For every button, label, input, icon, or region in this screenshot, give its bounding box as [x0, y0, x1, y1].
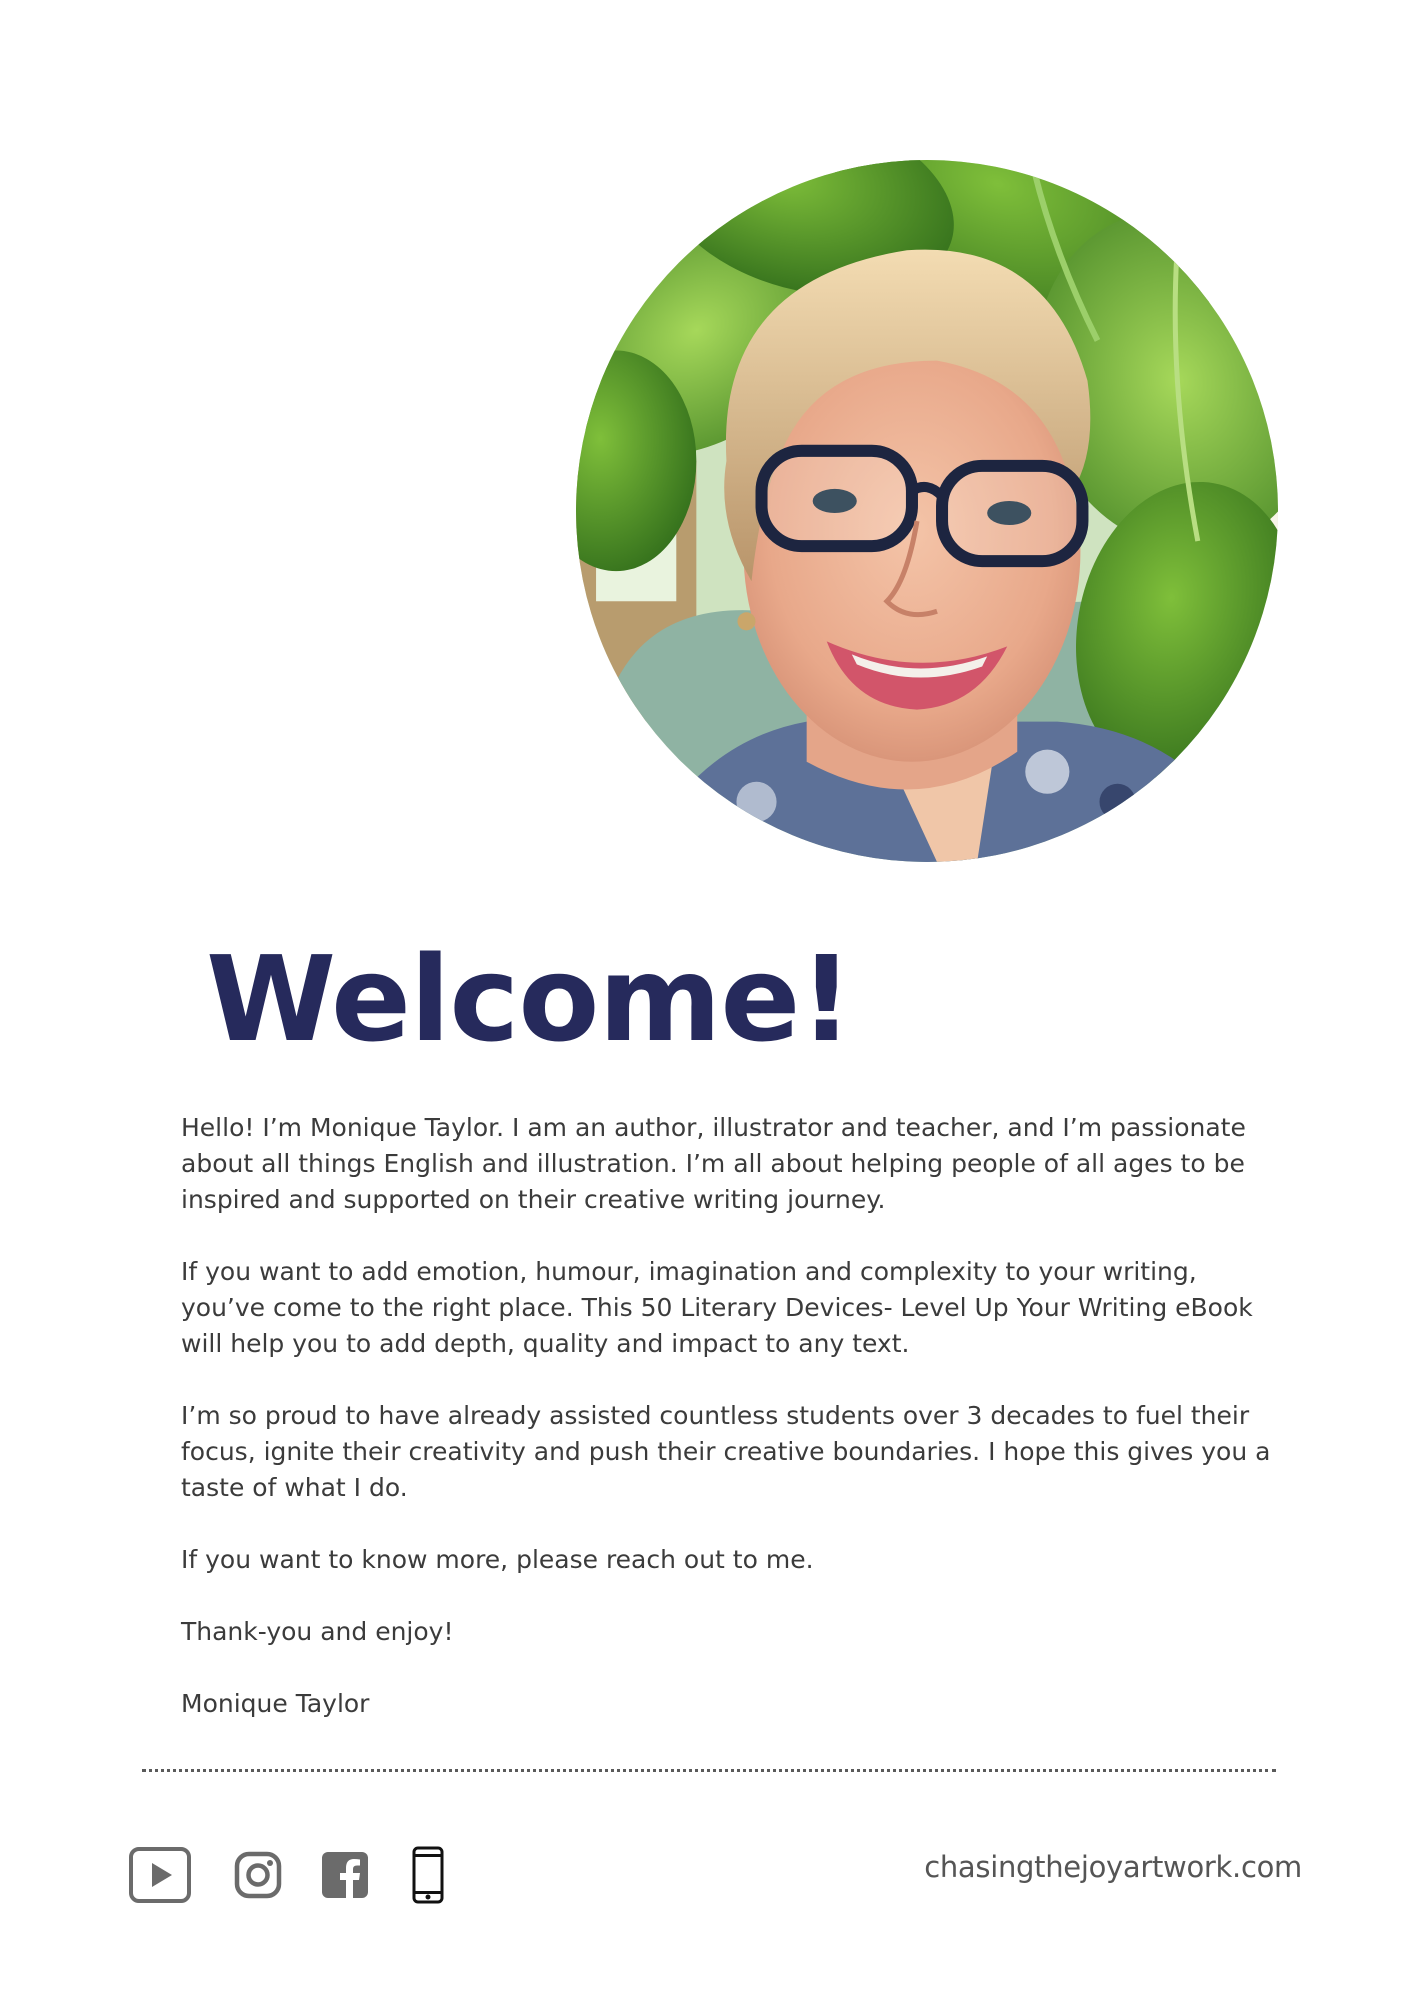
dotted-divider	[142, 1769, 1276, 1772]
social-links	[128, 1830, 444, 1920]
paragraph-contact: If you want to know more, please reach out to me.	[181, 1545, 814, 1574]
intro-text	[181, 1110, 1271, 1758]
phone-icon[interactable]	[412, 1846, 444, 1904]
paragraph-intro: Hello! I’m Monique Taylor. I am an author, illustrator and teacher, and I’m passionate about all things English and illustration. I’m all about helping people of all ages to be inspired and supported on their creative writing journey.	[181, 1113, 1246, 1214]
paragraph-ebook: If you want to add emotion, humour, imagination and complexity to your writing, you’ve come to the right place. This 50 Literary Devices- Level Up Your Writing eBook will help you to add depth, quality and impact to any text.	[181, 1257, 1253, 1358]
paragraph-thanks: Thank-you and enjoy!	[181, 1617, 454, 1646]
portrait-photo	[576, 160, 1278, 862]
facebook-icon[interactable]	[322, 1852, 368, 1898]
paragraph-experience: I’m so proud to have already assisted countless students over 3 decades to fuel their focus, ignite their creativity and push their creative boundaries. I hope this gives you a taste of what I do.	[181, 1401, 1271, 1502]
instagram-icon[interactable]	[234, 1851, 282, 1899]
youtube-icon[interactable]	[128, 1846, 192, 1904]
signature: Monique Taylor	[181, 1689, 370, 1718]
portrait-illustration	[576, 160, 1278, 862]
website-link[interactable]: chasingthejoyartwork.com	[924, 1850, 1302, 1884]
welcome-heading: Welcome!	[206, 930, 853, 1068]
